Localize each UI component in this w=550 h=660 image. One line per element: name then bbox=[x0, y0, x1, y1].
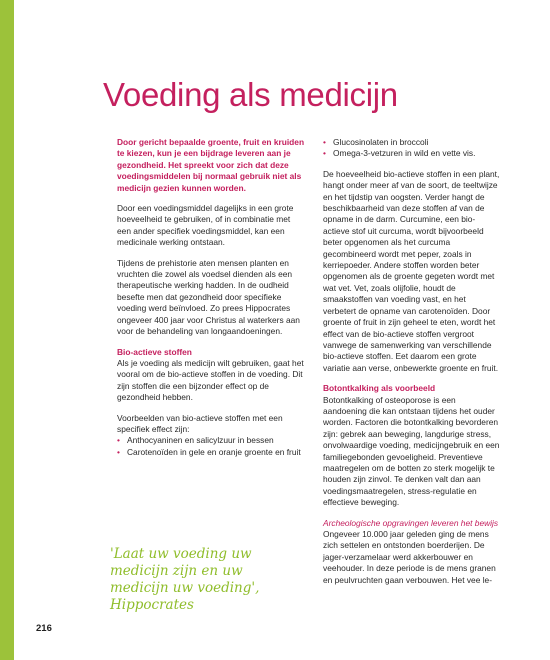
sub-heading: Archeologische opgravingen leveren het bewijs bbox=[323, 517, 499, 528]
side-color-bar bbox=[0, 0, 14, 660]
list-item: • Carotenoïden in gele en oranje groente en fruit bbox=[117, 447, 305, 458]
right-column bbox=[323, 137, 501, 595]
paragraph: Door een voedingsmiddel dagelijks in een grote hoeveelheid te gebruiken, of in combinatie met een ander specifiek voedingsmiddel, kan een medicinale werking ontstaan. bbox=[117, 203, 294, 248]
paragraph: Voorbeelden van bio-actieve stoffen met een specifiek effect zijn: bbox=[117, 412, 283, 434]
page-number: 216 bbox=[36, 623, 52, 634]
section-heading: Bio-actieve stoffen bbox=[117, 346, 192, 357]
bullet-list bbox=[323, 137, 501, 160]
pull-quote: 'Laat uw voeding uw medicijn zijn en uw medicijn uw voeding', Hippocrates bbox=[110, 546, 260, 613]
page-title: Voeding als medicijn bbox=[103, 76, 398, 113]
section-heading: Botontkalking als voorbeeld bbox=[323, 383, 436, 394]
paragraph: Als je voeding als medicijn wilt gebruiken, gaat het vooral om de bio-actieve stoffen in de voeding. Dit zijn stoffen die een bijzonder effect op de gezondheid hebben. bbox=[117, 357, 304, 403]
paragraph: Ongeveer 10.000 jaar geleden ging de mens zich settelen en ontstonden boerderijen. De jager-verzamelaar werd akkerbouwer en veehouder. In deze periode is de mens granen en peulvruchten gaan verbouwen. Het vee le- bbox=[323, 529, 496, 585]
paragraph: Tijdens de prehistorie aten mensen planten en vruchten die zowel als voedsel dienden als een therapeutische werking hadden. In de oudheid besefte men dat gezondheid door specifieke voeding werd beïnvloed. Zo prees Hippocrates ongeveer 400 jaar voor Christus al waterkers aan voor de behandeling van longaandoeningen. bbox=[117, 257, 300, 337]
paragraph: Botontkalking of osteoporose is een aandoening die kan ontstaan tijdens het ouder worden. Factoren die botontkalking bevorderen zijn: gebrek aan beweging, langdurige stress, onvolwaardige voeding, medicijngebruik en een familiegebonden gevoeligheid. Preventieve maatregelen om de botten zo sterk mogelijk te houden zijn zinvol. Te denken valt dan aan voedingsmaatregelen, stress-regulatie en effectieve beweging. bbox=[323, 394, 500, 508]
bullet-list bbox=[117, 435, 305, 458]
intro-paragraph: Door gericht bepaalde groente, fruit en kruiden te kiezen, kun je een bijdrage leveren aan je gezondheid. Het spreekt voor zich dat deze voedingsmiddelen bij normaal gebruik niet als medicijn gezien kunnen worden. bbox=[117, 137, 305, 193]
paragraph: De hoeveelheid bio-actieve stoffen in een plant, hangt onder meer af van de soort, de teeltwijze en het tijdstip van oogsten. Verder hangt de beschikbaarheid van deze stoffen af van de opname in de darm. Curcumine, een bio-actieve stof uit curcuma, wordt bijvoorbeeld beter opgenomen als het curcuma gecombineerd wordt met peper, zoals in kerriepoeder. Andere stoffen worden beter opgenomen als de groente gegeten wordt met wat vet. Vet, zoals olijfolie, houdt de smaakstoffen van voeding vast, en het verbetert de opname van carotenoïden. Door groente of fruit in zijn geheel te eten, wordt het effect van de bio-actieve stoffen vergroot vanwege de samenwerking van verschillende bio-actieve stoffen. Eet daarom een grote variatie aan verse, onbewerkte groente en fruit. bbox=[323, 168, 500, 373]
list-item: • Glucosinolaten in broccoli bbox=[323, 137, 501, 148]
left-column bbox=[117, 137, 305, 464]
list-item: • Omega-3-vetzuren in wild en vette vis. bbox=[323, 148, 501, 159]
list-item: • Anthocyaninen en salicylzuur in bessen bbox=[117, 435, 305, 446]
